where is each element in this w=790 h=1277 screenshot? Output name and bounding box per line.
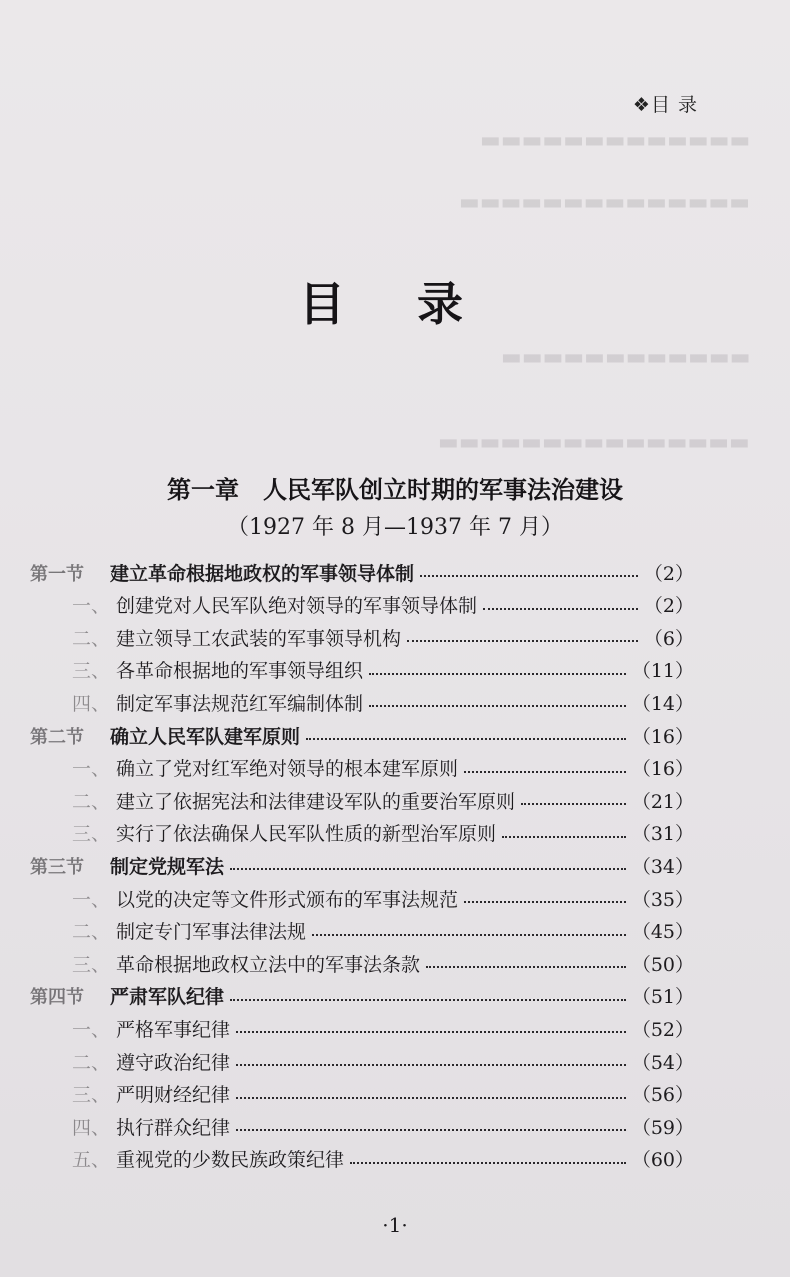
- bleed-through-line: ▬▬▬▬▬▬▬▬▬▬▬▬▬: [479, 128, 750, 153]
- toc-item-row[interactable]: [60, 752, 694, 784]
- chapter-title: 第一章 人民军队创立时期的军事法治建设: [167, 475, 623, 504]
- toc-entry-label: [60, 885, 458, 912]
- toc-entry-number: 三、: [71, 660, 110, 683]
- dot-leader: [420, 575, 638, 577]
- toc-page-number: （16）: [631, 725, 694, 748]
- dot-leader: [426, 966, 626, 968]
- dot-leader: [236, 1097, 626, 1099]
- toc-item-row[interactable]: [60, 1143, 694, 1175]
- toc-entry-label: [60, 950, 420, 977]
- toc-entry-title: 严明财经纪律: [116, 1084, 231, 1107]
- toc-entry-label: [60, 819, 496, 846]
- dot-leader: [502, 836, 626, 838]
- toc-item-row[interactable]: [60, 654, 694, 686]
- toc-page-number: （2）: [643, 595, 694, 618]
- toc-entry-number: 一、: [71, 888, 110, 911]
- toc-entry-number: 四、: [71, 1116, 110, 1139]
- toc-page-number: （54）: [631, 1051, 694, 1074]
- dot-leader: [521, 803, 626, 805]
- toc-page-number: （56）: [631, 1084, 694, 1107]
- toc-page-number: （2）: [643, 562, 694, 585]
- toc-entry-title: 确立了党对红军绝对领导的根本建军原则: [116, 758, 459, 781]
- toc-entry-label: [60, 1015, 230, 1042]
- dot-leader: [369, 673, 626, 675]
- toc-page-number: （52）: [631, 1018, 694, 1041]
- dot-leader: [464, 771, 626, 773]
- toc-entry-label: [60, 754, 458, 781]
- toc-entry-number: 第一节: [30, 563, 84, 585]
- toc-entry-number: 二、: [71, 921, 110, 944]
- toc-item-row[interactable]: [60, 947, 694, 979]
- toc-entry-number: 三、: [71, 1084, 110, 1107]
- dot-leader: [464, 901, 626, 903]
- toc-entry-label: [60, 787, 515, 814]
- toc-section-row[interactable]: [30, 556, 694, 588]
- toc-entry-title: 革命根据地政权立法中的军事法条款: [116, 953, 421, 976]
- toc-entry-title: 重视党的少数民族政策纪律: [116, 1149, 345, 1172]
- toc-item-row[interactable]: [60, 784, 694, 816]
- dot-leader: [236, 1129, 626, 1131]
- toc-page-number: （16）: [631, 758, 694, 781]
- toc-entry-label: [60, 591, 477, 618]
- bleed-through-line: ▬▬▬▬▬▬▬▬▬▬▬▬: [500, 345, 750, 370]
- toc-entry-number: 第二节: [30, 726, 84, 748]
- toc-page-number: （45）: [631, 921, 694, 944]
- toc-entry-label: [30, 852, 224, 879]
- dot-leader: [312, 934, 626, 936]
- dot-leader: [306, 738, 626, 740]
- toc-entry-title: 建立了依据宪法和法律建设军队的重要治军原则: [116, 790, 516, 813]
- toc-entry-number: 一、: [71, 595, 110, 618]
- toc-entry-label: [60, 1113, 230, 1140]
- bleed-through-line: ▬▬▬▬▬▬▬▬▬▬▬▬▬▬▬: [438, 430, 750, 455]
- page-title: 目 录: [298, 277, 491, 331]
- toc-entry-title: 各革命根据地的军事领导组织: [116, 660, 364, 683]
- toc-entry-label: [30, 722, 300, 749]
- page-number: ·1·: [382, 1213, 408, 1237]
- toc-entry-number: 一、: [71, 758, 110, 781]
- toc-entry-number: 第四节: [30, 987, 84, 1009]
- toc-entry-title: 严肃军队纪律: [110, 986, 225, 1009]
- dot-leader: [350, 1162, 626, 1164]
- toc-entry-number: 三、: [71, 953, 110, 976]
- chapter-period: （1927 年 8 月—1937 年 7 月）: [227, 515, 563, 540]
- toc-page-number: （35）: [631, 888, 694, 911]
- toc-entry-label: [30, 559, 414, 586]
- toc-item-row[interactable]: [60, 817, 694, 849]
- toc-section-row[interactable]: [30, 980, 694, 1012]
- dot-leader: [369, 705, 626, 707]
- toc-entry-title: 确立人民军队建军原则: [110, 725, 301, 748]
- toc-entry-title: 遵守政治纪律: [116, 1051, 231, 1074]
- toc-entry-title: 执行群众纪律: [116, 1116, 231, 1139]
- toc-item-row[interactable]: [60, 1078, 694, 1110]
- toc-entry-title: 建立革命根据地政权的军事领导体制: [110, 562, 415, 585]
- toc-entry-title: 建立领导工农武装的军事领导机构: [116, 627, 402, 650]
- dot-leader: [230, 868, 626, 870]
- toc-entry-number: 一、: [71, 1018, 110, 1041]
- running-header: ❖目 录: [632, 94, 698, 116]
- dot-leader: [236, 1064, 626, 1066]
- toc-item-row[interactable]: [60, 686, 694, 718]
- toc-item-row[interactable]: [60, 1045, 694, 1077]
- toc-page-number: （34）: [631, 855, 694, 878]
- toc-entry-label: [60, 1048, 230, 1075]
- dot-leader: [407, 640, 638, 642]
- toc-entry-title: 严格军事纪律: [116, 1018, 231, 1041]
- toc-entry-title: 制定军事法规范红军编制体制: [116, 692, 364, 715]
- toc-entry-title: 创建党对人民军队绝对领导的军事领导体制: [116, 595, 478, 618]
- toc-page-number: （14）: [631, 692, 694, 715]
- toc-entry-number: 第三节: [30, 856, 84, 878]
- toc-item-row[interactable]: [60, 1012, 694, 1044]
- toc-page-number: （31）: [631, 823, 694, 846]
- toc-entry-title: 以党的决定等文件形式颁布的军事法规范: [116, 888, 459, 911]
- toc-section-row[interactable]: [30, 719, 694, 751]
- toc-entry-label: [30, 982, 224, 1009]
- toc-entry-label: [60, 1145, 344, 1172]
- toc-entry-label: [60, 689, 363, 716]
- toc-entry-number: 二、: [71, 790, 110, 813]
- bleed-through-line: ▬▬▬▬▬▬▬▬▬▬▬▬▬▬: [458, 190, 750, 215]
- toc-item-row[interactable]: [60, 1110, 694, 1142]
- dot-leader: [483, 608, 638, 610]
- toc-page-number: （59）: [631, 1116, 694, 1139]
- toc-item-row[interactable]: [60, 882, 694, 914]
- toc-page-number: （51）: [631, 986, 694, 1009]
- toc-entry-number: 五、: [71, 1149, 110, 1172]
- toc-page-number: （60）: [631, 1149, 694, 1172]
- toc-page-number: （11）: [631, 660, 694, 683]
- toc-section-row[interactable]: [30, 849, 694, 881]
- toc-entry-number: 二、: [71, 1051, 110, 1074]
- toc-entry-number: 三、: [71, 823, 110, 846]
- toc-page-number: （21）: [631, 790, 694, 813]
- toc-item-row[interactable]: [60, 621, 694, 653]
- toc-entry-label: [60, 624, 401, 651]
- toc-entry-title: 制定党规军法: [110, 855, 225, 878]
- toc-entry-label: [60, 1080, 230, 1107]
- toc-entry-number: 四、: [71, 692, 110, 715]
- toc-page-number: （6）: [643, 627, 694, 650]
- toc-entry-title: 制定专门军事法律法规: [116, 921, 307, 944]
- toc-entry-number: 二、: [71, 627, 110, 650]
- toc-page-number: （50）: [631, 953, 694, 976]
- toc-entry-title: 实行了依法确保人民军队性质的新型治军原则: [116, 823, 497, 846]
- dot-leader: [236, 1031, 626, 1033]
- dot-leader: [230, 999, 626, 1001]
- toc-entry-label: [60, 917, 306, 944]
- toc-item-row[interactable]: [60, 915, 694, 947]
- toc-entry-label: [60, 656, 363, 683]
- toc-item-row[interactable]: [60, 589, 694, 621]
